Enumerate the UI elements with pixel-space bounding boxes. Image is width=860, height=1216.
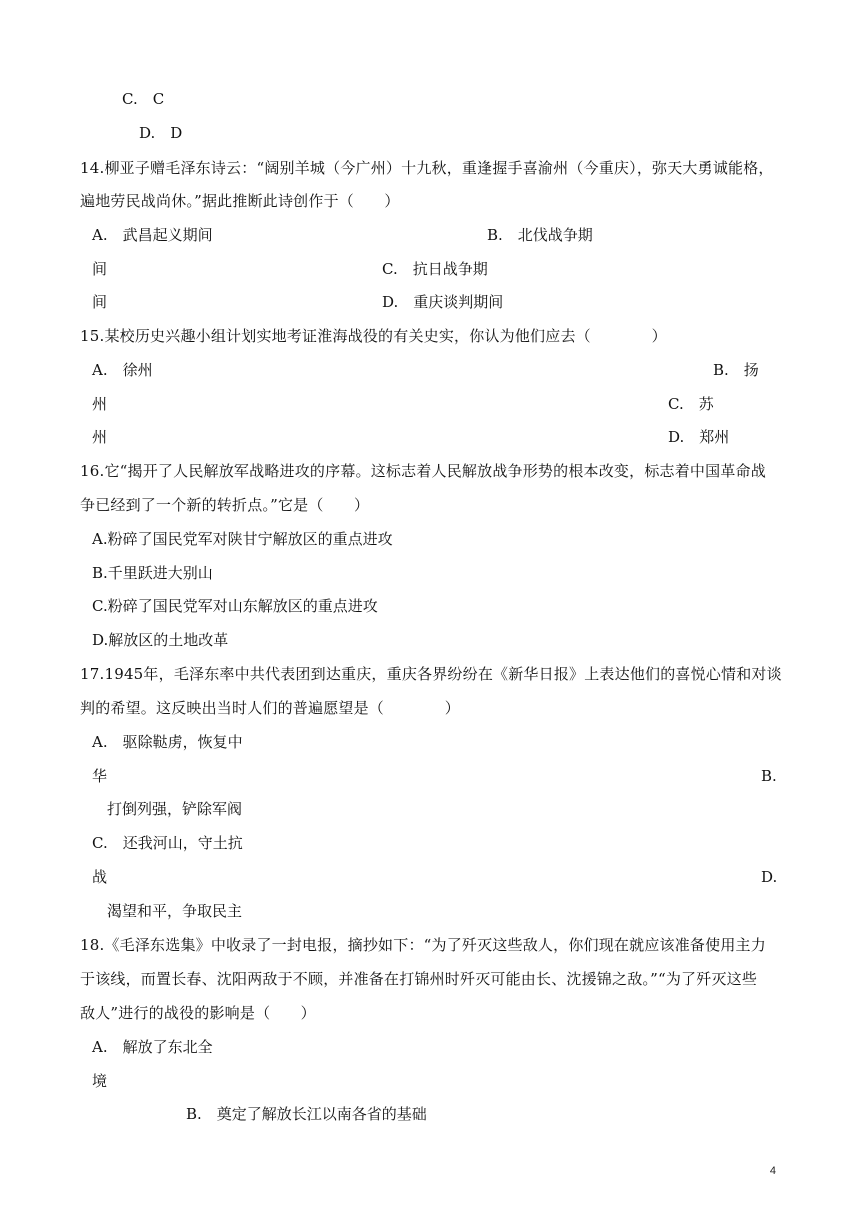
q14-option-c-wrap: 间: [92, 293, 108, 311]
q18-stem-line3: 敌人”进行的战役的影响是（ ）: [80, 1004, 316, 1022]
q18-stem-line2: 于该线，而置长春、沈阳两敌于不顾，并准备在打锦州时歼灭可能由长、沈援锦之敌。”“为了歼灭这些: [80, 970, 758, 988]
q18-option-b: B. 奠定了解放长江以南各省的基础: [186, 1105, 427, 1123]
q17-option-b-letter: B.: [761, 767, 777, 785]
q16-option-d: D.解放区的土地改革: [92, 631, 229, 649]
q17-option-c: C. 还我河山，守土抗: [92, 834, 243, 852]
q17-option-c-wrap: 战: [92, 868, 108, 886]
q17-option-a: A. 驱除鞑虏，恢复中: [92, 733, 243, 751]
q18-stem-line1: 18.《毛泽东选集》中收录了一封电报，摘抄如下：“为了歼灭这些敌人，你们现在就应该准备使用主力: [80, 936, 766, 954]
q16-stem-line1: 16.它“揭开了人民解放军战略进攻的序幕。这标志着人民解放战争形势的根本改变，标志着中国革命战: [80, 462, 766, 480]
q17-option-b-text: 打倒列强，铲除军阀: [107, 800, 243, 818]
q18-option-a: A. 解放了东北全: [92, 1038, 213, 1056]
q15-option-d: D. 郑州: [668, 428, 730, 446]
q17-option-d-letter: D.: [761, 868, 778, 886]
q17-option-a-wrap: 华: [92, 767, 108, 785]
q13-option-d: D. D: [139, 124, 183, 142]
q13-option-c: C. C: [122, 90, 165, 108]
q14-option-b: B. 北伐战争期: [487, 226, 593, 244]
q18-option-a-wrap: 境: [92, 1072, 108, 1090]
q16-option-b: B.千里跃进大别山: [92, 564, 213, 582]
q14-option-a: A. 武昌起义期间: [92, 226, 213, 244]
q14-stem-line2: 遍地劳民战尚休。”据此推断此诗创作于（ ）: [80, 192, 400, 210]
q15-stem: 15.某校历史兴趣小组计划实地考证淮海战役的有关史实，你认为他们应去（ ）: [80, 327, 667, 345]
q14-option-d: D. 重庆谈判期间: [382, 293, 504, 311]
q14-option-c: C. 抗日战争期: [382, 260, 488, 278]
q15-option-b-wrap: 州: [92, 395, 108, 413]
q17-option-d-text: 渴望和平，争取民主: [107, 902, 243, 920]
q14-stem-line1: 14.柳亚子赠毛泽东诗云：“阔别羊城（今广州）十九秋，重逢握手喜渝州（今重庆），弥天大勇诚能格，: [80, 159, 774, 177]
q16-option-c: C.粉碎了国民党军对山东解放区的重点进攻: [92, 597, 378, 615]
q14-option-b-wrap: 间: [92, 260, 108, 278]
q15-option-c-wrap: 州: [92, 428, 108, 446]
page-number: 4: [769, 1165, 776, 1177]
q16-option-a: A.粉碎了国民党军对陕甘宁解放区的重点进攻: [92, 530, 393, 548]
q16-stem-line2: 争已经到了一个新的转折点。”它是（ ）: [80, 496, 370, 514]
q17-stem-line2: 判的希望。这反映出当时人们的普遍愿望是（ ）: [80, 699, 461, 717]
q17-stem-line1: 17.1945年，毛泽东率中共代表团到达重庆，重庆各界纷纷在《新华日报》上表达他们的喜悦心情和对谈: [80, 665, 782, 683]
q15-option-b: B. 扬: [713, 361, 759, 379]
q15-option-a: A. 徐州: [92, 361, 153, 379]
q15-option-c: C. 苏: [668, 395, 714, 413]
